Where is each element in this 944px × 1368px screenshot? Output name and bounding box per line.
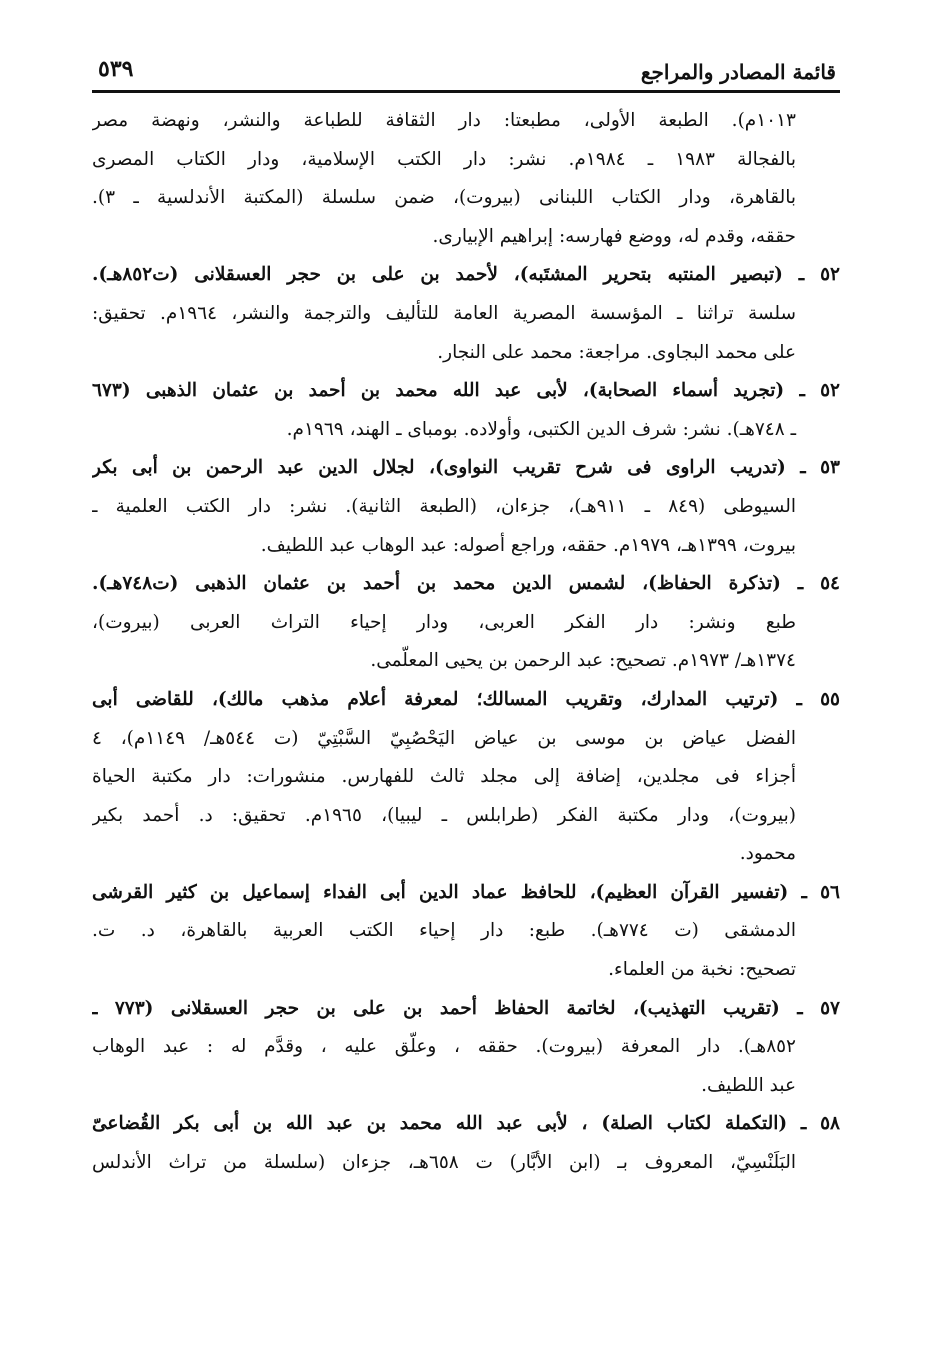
entry-line: بيروت، ١٣٩٩هـ، ١٩٧٩م. حققه، وراجع أصوله: عبد الوهاب عبد اللطيف.: [260, 534, 796, 556]
entry-line: الفضل عياض بن موسى بن عياض اليَحْصُبِيّ السَّبْتِيّ (ت ٥٤٤هـ/ ١١٤٩م)، ٤: [92, 727, 796, 749]
entry-first-line: ٥٢ ـ (تجريد أسماء الصحابة)، لأبى عبد الله محمد بن أحمد بن عثمان الذهبى (٦٧٣: [92, 380, 840, 402]
page-number: ٥٣٩: [98, 56, 134, 82]
entry-line: حققه، وقدم له، ووضع فهارسه: إبراهيم الإبيارى.: [432, 225, 796, 247]
book-page: [92, 44, 840, 1174]
entry-first-line: ٥٦ ـ (تفسير القرآن العظيم)، للحافظ عماد الدين أبى الفداء إسماعيل بن كثير القرشى: [92, 881, 840, 903]
entry-line: تصحيح: نخبة من العلماء.: [608, 959, 796, 981]
entry-first-line: ٥٣ ـ (تدريب الراوى فى شرح تقريب النواوى)، لجلال الدين عبد الرحمن بن أبى بكر: [92, 457, 840, 479]
entry-line: الدمشقى (ت ٧٧٤هـ). طبع: دار إحياء الكتب العربية بالقاهرة، د. ت.: [92, 920, 796, 942]
entry-line: ٨٥٢هـ). دار المعرفة (بيروت). حققه ، وعلّق عليه ، وقدَّم له : عبد الوهاب: [92, 1036, 796, 1058]
entry-line: سلسة تراثنا ـ المؤسسة المصرية العامة للتأليف والترجمة والنشر، ١٩٦٤م. تحقيق:: [92, 302, 796, 324]
bibliography-text: [92, 102, 840, 1183]
entry-line: بالفجالة ١٩٨٣ ـ ١٩٨٤م. نشر: دار الكتب الإسلامية، ودار الكتاب المصرى: [92, 148, 796, 170]
entry-line: أجزاء فى مجلدين، إضافة إلى مجلد ثالث للفهارس. منشورات: دار مكتبة الحياة: [92, 766, 796, 788]
entry-line: ١٠١٣م). الطبعة الأولى، مطبعتا: دار الثقافة للطباعة والنشر، ونهضة مصر: [92, 110, 796, 131]
entry-first-line: ٥٥ ـ (ترتيب المدارك، وتقريب المسالك؛ لمعرفة أعلام مذهب مالك)، للقاضى أبى: [92, 688, 840, 710]
entry-line: عبد اللطيف.: [701, 1074, 796, 1096]
entry-line: ١٣٧٤هـ/ ١٩٧٣م. تصحيح: عبد الرحمن بن يحيى المعلّمى.: [370, 650, 796, 672]
entry-line: على محمد البجاوى. مراجعة: محمد على النجار.: [437, 341, 796, 363]
entry-line: ـ ٧٤٨هـ). نشر: شرف الدين الكتبى، وأولاده. بومباى ـ الهند، ١٩٦٩م.: [286, 418, 796, 440]
running-title: قائمة المصادر والمراجع: [640, 60, 836, 84]
entry-first-line: ٥٢ ـ (تبصير المنتبه بتحرير المشتَبه)، لأحمد بن على بن حجر العسقلانى (ت٨٥٢هـ).: [92, 264, 840, 286]
entry-line: (بيروت)، ودار مكتبة الفكر (طرابلس ـ ليبيا)، ١٩٦٥م. تحقيق: د. أحمد بكير: [92, 804, 796, 826]
entry-first-line: ٥٧ ـ (تقريب التهذيب)، لخاتمة الحفاظ أحمد بن على بن حجر العسقلانى (٧٧٣ ـ: [92, 997, 840, 1019]
entry-line: السيوطى (٨٤٩ ـ ٩١١هـ)، جزءان، (الطبعة الثانية). نشر: دار الكتب العلمية ـ: [92, 495, 796, 517]
entry-first-line: ٥٨ ـ (التكملة لكتاب الصلة) ، لأبى عبد الله محمد بن عبد الله بن أبى بكر القُضاعىّ: [92, 1113, 840, 1135]
entry-line: البَلَنْسِيّ، المعروف بـ (ابن الأبَّار) ت ٦٥٨هـ، جزءان (سلسلة من تراث الأندلس: [92, 1152, 796, 1174]
entry-first-line: ٥٤ ـ (تذكرة الحفاظ)، لشمس الدين محمد بن أحمد بن عثمان الذهبى (ت٧٤٨هـ).: [92, 573, 840, 595]
page-header: [92, 44, 840, 93]
entry-line: محمود.: [739, 843, 796, 865]
entry-line: بالقاهرة، ودار الكتاب اللبنانى (بيروت)، ضمن سلسلة (المكتبة الأندلسية ـ ٣).: [92, 187, 796, 209]
entry-line: طبع ونشر: دار الفكر العربى، ودار إحياء التراث العربى (بيروت)،: [92, 611, 796, 633]
